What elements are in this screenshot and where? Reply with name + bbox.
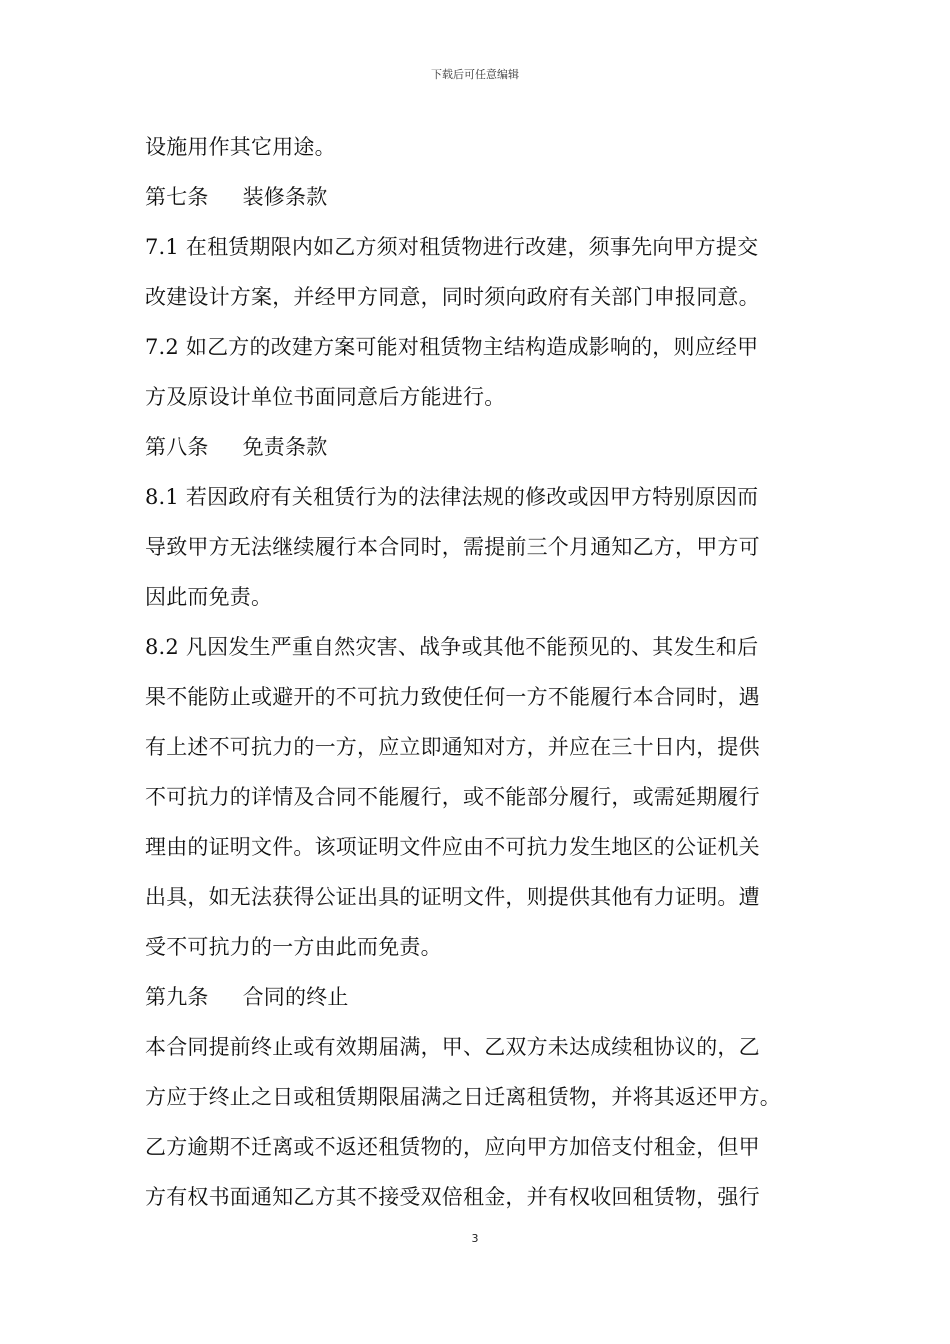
article-number: 第八条 — [145, 435, 209, 459]
section-heading-7 — [145, 178, 835, 228]
section-heading-9 — [145, 978, 835, 1028]
text-line: 本合同提前终止或有效期届满，甲、乙双方未达成续租协议的，乙 — [145, 1035, 760, 1059]
text-line: 果不能防止或避开的不可抗力致使任何一方不能履行本合同时，遇 — [145, 685, 760, 709]
text-line: 设施用作其它用途。 — [145, 135, 336, 159]
text-line: 方有权书面通知乙方其不接受双倍租金，并有权收回租赁物，强行 — [145, 1185, 760, 1209]
text-line: 受不可抗力的一方由此而免责。 — [145, 935, 442, 959]
text-line: 改建设计方案，并经甲方同意，同时须向政府有关部门申报同意。 — [145, 285, 760, 309]
article-title: 装修条款 — [242, 185, 328, 209]
article-title: 合同的终止 — [242, 985, 349, 1009]
section-heading-8 — [145, 428, 835, 478]
text-line: 7.1 在租赁期限内如乙方须对租赁物进行改建，须事先向甲方提交 — [145, 235, 759, 259]
page-header: 下载后可任意编辑 — [431, 68, 519, 81]
text-line: 8.2 凡因发生严重自然灾害、战争或其他不能预见的、其发生和后 — [145, 635, 759, 659]
text-line: 7.2 如乙方的改建方案可能对租赁物主结构造成影响的，则应经甲 — [145, 335, 759, 359]
page-number: 3 — [471, 1232, 479, 1245]
text-line: 导致甲方无法继续履行本合同时，需提前三个月通知乙方，甲方可 — [145, 535, 760, 559]
article-title: 免责条款 — [242, 435, 328, 459]
text-line: 理由的证明文件。该项证明文件应由不可抗力发生地区的公证机关 — [145, 835, 760, 859]
text-line: 方及原设计单位书面同意后方能进行。 — [145, 385, 506, 409]
text-line: 方应于终止之日或租赁期限届满之日迁离租赁物，并将其返还甲方。 — [145, 1085, 781, 1109]
text-line: 有上述不可抗力的一方，应立即通知对方，并应在三十日内，提供 — [145, 735, 760, 759]
text-line: 8.1 若因政府有关租赁行为的法律法规的修改或因甲方特别原因而 — [145, 485, 759, 509]
article-number: 第七条 — [145, 185, 209, 209]
text-line: 乙方逾期不迁离或不返还租赁物的，应向甲方加倍支付租金，但甲 — [145, 1135, 760, 1159]
article-number: 第九条 — [145, 985, 209, 1009]
document-body — [145, 128, 835, 1228]
text-line: 不可抗力的详情及合同不能履行，或不能部分履行，或需延期履行 — [145, 785, 760, 809]
text-line: 出具，如无法获得公证出具的证明文件，则提供其他有力证明。遭 — [145, 885, 760, 909]
text-line: 因此而免责。 — [145, 585, 273, 609]
